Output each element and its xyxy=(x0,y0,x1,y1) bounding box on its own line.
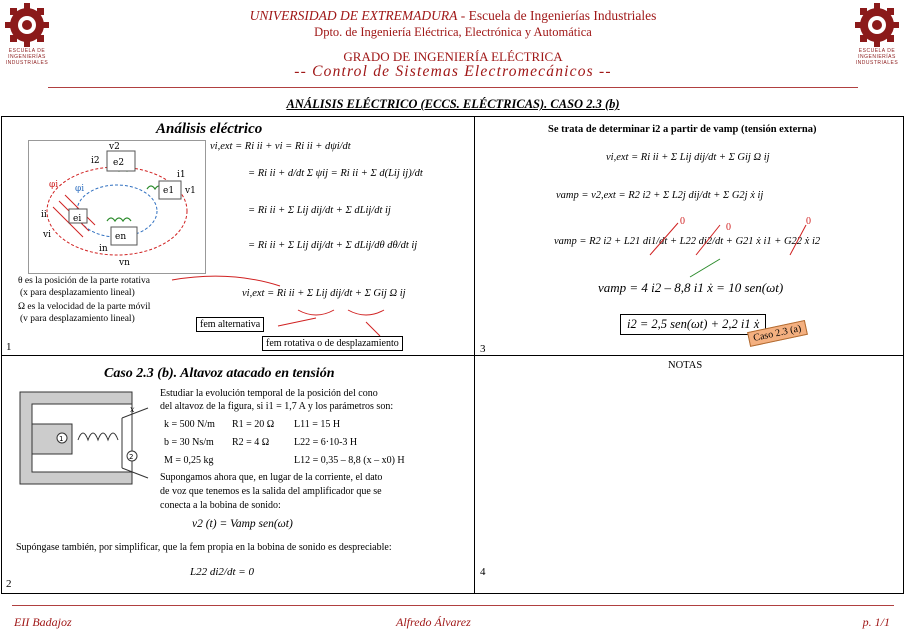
coupled-coils-diagram xyxy=(28,140,206,274)
param-k: k = 500 N/m xyxy=(164,419,215,430)
cell2-simplify: Supóngase también, por simplificar, que la fem propia en la bobina de sonido es despreciable: xyxy=(16,542,392,553)
label-e2: e2 xyxy=(113,158,125,168)
eq3-5-boxed: i2 = 2,5 sen(ωt) + 2,2 i1 ẋ xyxy=(620,314,766,335)
cell2-suppose-3: conecta a la bobina de sonido: xyxy=(160,500,281,511)
cell2-heading: Caso 2.3 (b). Altavoz atacado en tensión xyxy=(104,366,335,381)
zero-mark-2: 0 xyxy=(726,222,731,233)
eq1-4: = Ri ii + Σ Lij dij/dt + Σ dLij/dθ dθ/dt ij xyxy=(248,240,418,251)
cell2-suppose-2: de voz que tenemos es la salida del amplificador que se xyxy=(160,486,382,497)
footer-page-number: p. 1/1 xyxy=(862,615,890,629)
v2-equation: v2 (t) = Vamp sen(ωt) xyxy=(192,518,293,530)
label-ii: ii xyxy=(41,210,47,220)
cell1-heading: Análisis eléctrico xyxy=(156,121,263,137)
label-i1: i1 xyxy=(177,170,186,180)
label-en: en xyxy=(115,232,127,242)
label-vi: vi xyxy=(43,230,51,240)
fig-label-x: x xyxy=(130,405,135,414)
footer-center: Alfredo Álvarez xyxy=(396,615,471,629)
param-r1: R1 = 20 Ω xyxy=(232,419,275,430)
cell-number-3: 3 xyxy=(480,343,486,355)
header-department: Dpto. de Ingeniería Eléctrica, Electrónica y Automática xyxy=(314,25,592,39)
param-l22: L22 = 6·10-3 H xyxy=(294,437,358,448)
label-ei: ei xyxy=(73,214,82,224)
header-course: -- Control de Sistemas Electromecánicos -- xyxy=(294,63,612,80)
label-in: in xyxy=(99,244,108,254)
theta-note-2: (x para desplazamiento lineal) xyxy=(20,288,135,298)
omega-note-1: Ω es la velocidad de la parte móvil xyxy=(18,302,151,312)
logo-text: ESCUELA DE INGENIERÍAS INDUSTRIALES xyxy=(855,48,899,66)
label-phi-i-blue: φi xyxy=(75,184,85,194)
zero-mark-1: 0 xyxy=(680,216,685,227)
header-degree: GRADO DE INGENIERÍA ELÉCTRICA xyxy=(343,49,563,64)
fig-label-2: 2 xyxy=(129,453,134,461)
header-university-line xyxy=(0,8,906,24)
eq1-1: vi,ext = Ri ii + vi = Ri ii + dψi/dt xyxy=(210,141,351,152)
eq3-4: vamp = 4 i2 – 8,8 i1 ẋ = 10 sen(ωt) xyxy=(598,280,784,295)
label-vn: vn xyxy=(119,258,130,268)
eq3-1: vi,ext = Ri ii + Σ Lij dij/dt + Σ Gij Ω ij xyxy=(606,152,770,163)
theta-note-1: θ es la posición de la parte rotativa xyxy=(18,276,150,286)
l22-equation: L22 di2/dt = 0 xyxy=(190,566,254,578)
fig-label-1: 1 xyxy=(59,435,64,443)
cell-number-4: 4 xyxy=(480,566,486,578)
university-name: UNIVERSIDAD DE EXTREMADURA xyxy=(249,8,458,23)
cell-number-2: 2 xyxy=(6,578,12,590)
cell2-intro-1: Estudiar la evolución temporal de la posición del cono xyxy=(160,388,378,399)
fem-rot-box: fem rotativa o de desplazamiento xyxy=(262,336,403,351)
label-phi-i: φi xyxy=(49,180,59,190)
school-name: - Escuela de Ingenierías Industriales xyxy=(457,8,657,23)
header-divider xyxy=(48,87,858,88)
param-b: b = 30 Ns/m xyxy=(164,437,214,448)
label-e1: e1 xyxy=(163,186,175,196)
footer-left: EII Badajoz xyxy=(14,615,72,629)
label-v2: v2 xyxy=(109,142,120,152)
case-tag: Caso 2.3 (a) xyxy=(747,320,807,347)
param-l11: L11 = 15 H xyxy=(294,419,341,430)
fem-alt-box: fem alternativa xyxy=(196,317,264,332)
cell-number-1: 1 xyxy=(6,341,12,353)
label-i2: i2 xyxy=(91,156,100,166)
cell3-heading: Se trata de determinar i2 a partir de vamp (tensión externa) xyxy=(548,124,817,135)
grid-divider-horizontal xyxy=(1,355,904,356)
speaker-figure xyxy=(18,390,150,490)
param-m: M = 0,25 kg xyxy=(164,455,214,466)
label-v1: v1 xyxy=(185,186,196,196)
notes-heading: NOTAS xyxy=(668,360,703,371)
footer-divider xyxy=(12,605,894,606)
cell2-suppose-1: Supongamos ahora que, en lugar de la corriente, el dato xyxy=(160,472,383,483)
page-title: ANÁLISIS ELÉCTRICO (ECCS. ELÉCTRICAS). CASO 2.3 (b) xyxy=(286,97,620,111)
eq3-2: vamp = v2,ext = R2 i2 + Σ L2j dij/dt + Σ G2j ẋ ij xyxy=(556,190,764,201)
eq1-2: = Ri ii + d/dt Σ ψij = Ri ii + Σ d(Lij ij)/dt xyxy=(248,168,423,179)
param-r2: R2 = 4 Ω xyxy=(232,437,270,448)
cell2-intro-2: del altavoz de la figura, si i1 = 1,7 A y los parámetros son: xyxy=(160,401,394,412)
logo-text: ESCUELA DE INGENIERÍAS INDUSTRIALES xyxy=(5,48,49,66)
eq1-5: vi,ext = Ri ii + Σ Lij dij/dt + Σ Gij Ω ij xyxy=(242,288,406,299)
zero-mark-3: 0 xyxy=(806,216,811,227)
param-l12: L12 = 0,35 – 8,8 (x – x0) H xyxy=(294,455,405,466)
omega-note-2: (v para desplazamiento lineal) xyxy=(20,314,135,324)
eq1-3: = Ri ii + Σ Lij dij/dt + Σ dLij/dt ij xyxy=(248,205,391,216)
eq3-3: vamp = R2 i2 + L21 di1/dt + L22 di2/dt + G21 ẋ i1 + G22 ẋ i2 xyxy=(554,236,821,247)
